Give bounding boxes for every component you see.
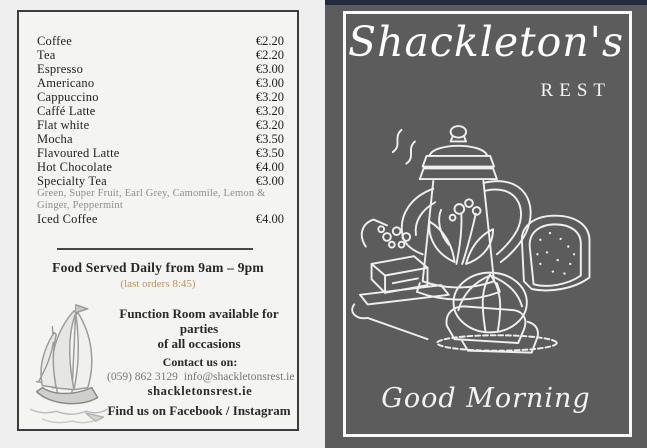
item-price: €3.00 — [255, 76, 284, 90]
sailing-ship-illustration — [21, 299, 123, 427]
contact-heading: Contact us on: — [162, 355, 238, 369]
chalkboard-panel — [325, 0, 647, 448]
menu-item-row — [37, 160, 284, 174]
restaurant-name-rest: REST — [540, 80, 611, 101]
contact-line — [107, 371, 293, 383]
greeting-text: Good Morning — [381, 383, 591, 414]
coffee-pot-breakfast-illustration — [333, 116, 603, 354]
email-address: info@shackletonsrest.ie — [183, 371, 295, 383]
item-name: Tea — [37, 48, 56, 62]
menu-item-row — [37, 212, 284, 226]
item-price: €3.50 — [255, 146, 284, 160]
drinks-price-list — [37, 34, 284, 226]
specialty-tea-varieties: Green, Super Fruit, Earl Grey, Camomile, Lemon & Ginger, Peppermint — [37, 188, 266, 211]
function-room-note — [107, 306, 291, 351]
menu-item-row — [37, 174, 284, 188]
website-url: shackletonsrest.ie — [147, 384, 253, 398]
item-name: Cappuccino — [37, 90, 99, 104]
item-price: €4.00 — [255, 160, 284, 174]
food-served-hours: Food Served Daily from 9am – 9pm — [52, 260, 264, 275]
item-price: €2.20 — [255, 34, 284, 48]
item-price: €3.00 — [255, 62, 284, 76]
menu-item-row — [37, 90, 284, 104]
menu-item-row — [37, 62, 284, 76]
item-name: Iced Coffee — [37, 212, 98, 226]
social-media-note: Find us on Facebook / Instagram — [107, 403, 291, 418]
menu-item-row — [37, 132, 284, 146]
item-name: Espresso — [37, 62, 84, 76]
item-name: Specialty Tea — [37, 174, 107, 188]
menu-item-row — [37, 104, 284, 118]
item-name: Americano — [37, 76, 95, 90]
function-room-line2: of all occasions — [157, 336, 241, 351]
item-price: €3.20 — [255, 90, 284, 104]
item-price: €3.20 — [255, 104, 284, 118]
item-price: €4.00 — [255, 212, 284, 226]
price-list-panel — [17, 10, 299, 431]
menu-item-row — [37, 118, 284, 132]
menu-item-row — [37, 48, 284, 62]
item-price: €3.00 — [255, 174, 284, 188]
last-orders-note: (last orders 8:45) — [120, 278, 196, 290]
menu-item-row — [37, 34, 284, 48]
divider-line — [57, 248, 253, 250]
restaurant-name: Shackleton's — [348, 18, 624, 66]
phone-number: (059) 862 3129 — [107, 371, 178, 383]
item-name: Hot Chocolate — [37, 160, 113, 174]
function-room-line1: Function Room available for parties — [119, 306, 279, 336]
item-price: €3.50 — [255, 132, 284, 146]
item-name: Mocha — [37, 132, 73, 146]
contact-block — [107, 355, 293, 399]
menu-item-row — [37, 146, 284, 160]
item-price: €3.20 — [255, 118, 284, 132]
menu-item-row — [37, 76, 284, 90]
item-name: Flat white — [37, 118, 90, 132]
item-name: Caffé Latte — [37, 104, 96, 118]
item-name: Coffee — [37, 34, 72, 48]
item-name: Flavoured Latte — [37, 146, 120, 160]
top-strip — [325, 0, 647, 5]
item-price: €2.20 — [255, 48, 284, 62]
